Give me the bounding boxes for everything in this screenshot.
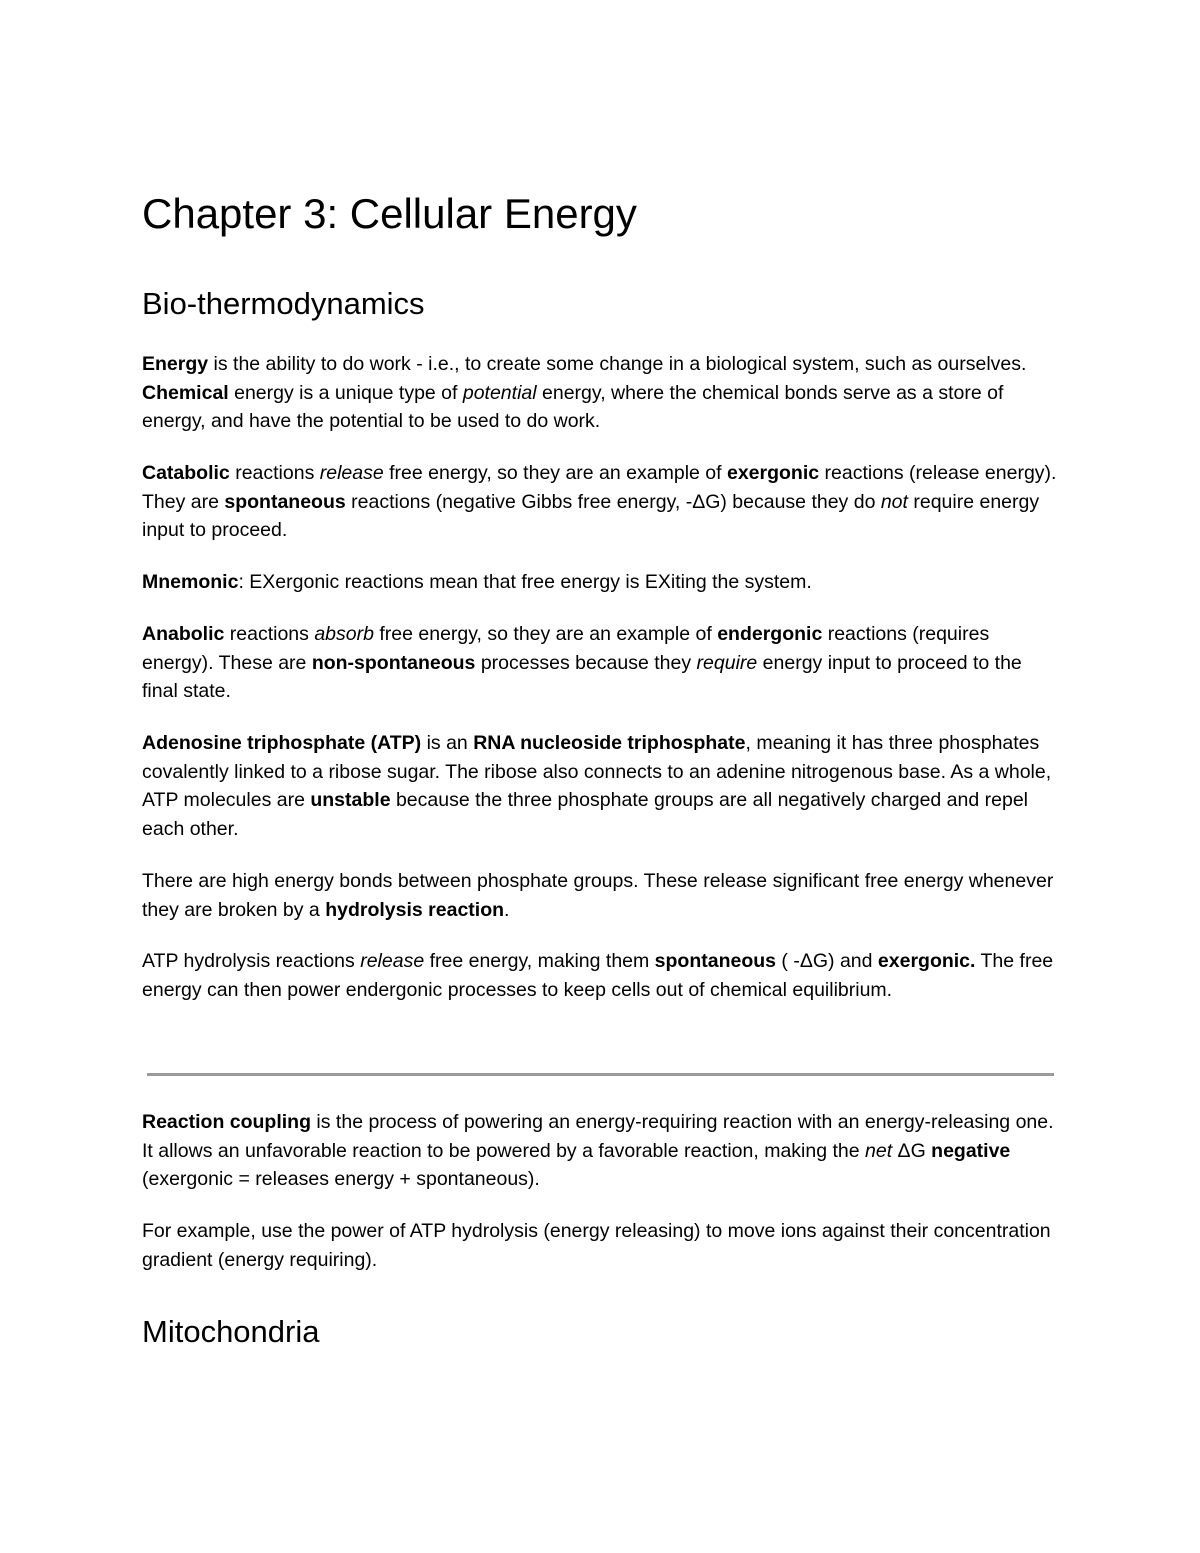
paragraph-energy-definition: Energy is the ability to do work - i.e., to create some change in a biological system, such as ourselves. Chemical energy is a unique type of potential energy, where the chemical bonds serve as a store of energy, and have the potential to be used to do work.	[142, 353, 1027, 433]
term-reaction-coupling: Reaction coupling	[142, 1111, 312, 1133]
paragraph-catabolic: Catabolic reactions release free energy, so they are an example of exergonic reactions (release energy). They are spontaneous reactions (negative Gibbs free energy, -ΔG) because they do not require energy input to proceed.	[142, 462, 1057, 542]
term-atp: Adenosine triphosphate (ATP)	[142, 732, 422, 754]
term-catabolic: Catabolic	[142, 462, 230, 484]
term-non-spontaneous: non-spontaneous	[311, 651, 476, 674]
term-energy: Energy	[142, 353, 209, 375]
term-unstable: unstable	[310, 789, 391, 812]
term-chemical: Chemical	[142, 381, 229, 404]
chapter-title: Chapter 3: Cellular Energy	[142, 190, 637, 237]
paragraph-example: For example, use the power of ATP hydrolysis (energy releasing) to move ions against their concentration gradient (energy requiring).	[142, 1220, 1051, 1271]
term-rna-nucleoside-triphosphate: RNA nucleoside triphosphate	[473, 732, 746, 754]
paragraph-anabolic: Anabolic reactions absorb free energy, so they are an example of endergonic reactions (requires energy). These are non-spontaneous processes because they require energy input to proceed to the final state.	[142, 623, 1022, 703]
paragraph-high-energy-bonds: There are high energy bonds between phosphate groups. These release significant free energy whenever they are broken by a hydrolysis reaction.	[142, 870, 1054, 921]
term-spontaneous: spontaneous	[224, 490, 346, 513]
section-heading-bio-thermodynamics: Bio-thermodynamics	[142, 286, 425, 321]
term-anabolic: Anabolic	[142, 623, 225, 645]
paragraph-reaction-coupling: Reaction coupling is the process of powering an energy-requiring reaction with an energy-releasing one. It allows an unfavorable reaction to be powered by a favorable reaction, making the net ΔG negative (exergonic = releases energy + spontaneous).	[142, 1111, 1054, 1191]
term-endergonic: endergonic	[717, 623, 823, 645]
paragraph-mnemonic: Mnemonic: EXergonic reactions mean that free energy is EXiting the system.	[142, 571, 812, 593]
term-spontaneous-2: spontaneous	[654, 950, 777, 972]
term-exergonic: exergonic	[726, 462, 820, 484]
horizontal-divider	[147, 1073, 1054, 1076]
paragraph-atp: Adenosine triphosphate (ATP) is an RNA nucleoside triphosphate, meaning it has three phosphates covalently linked to a ribose sugar. The ribose also connects to an adenine nitrogenous base. As a whole, ATP molecules are unstable because the three phosphate groups are all negatively charged and repel each other.	[142, 732, 1052, 840]
term-negative: negative	[931, 1139, 1011, 1162]
term-hydrolysis-reaction: hydrolysis reaction	[325, 898, 505, 921]
section-heading-mitochondria: Mitochondria	[142, 1314, 320, 1349]
paragraph-atp-hydrolysis: ATP hydrolysis reactions release free energy, making them spontaneous ( -ΔG) and exergonic. The free energy can then power endergonic processes to keep cells out of chemical equilibrium.	[142, 950, 1054, 1001]
term-exergonic-2: exergonic.	[877, 950, 976, 972]
term-mnemonic: Mnemonic	[142, 571, 239, 593]
